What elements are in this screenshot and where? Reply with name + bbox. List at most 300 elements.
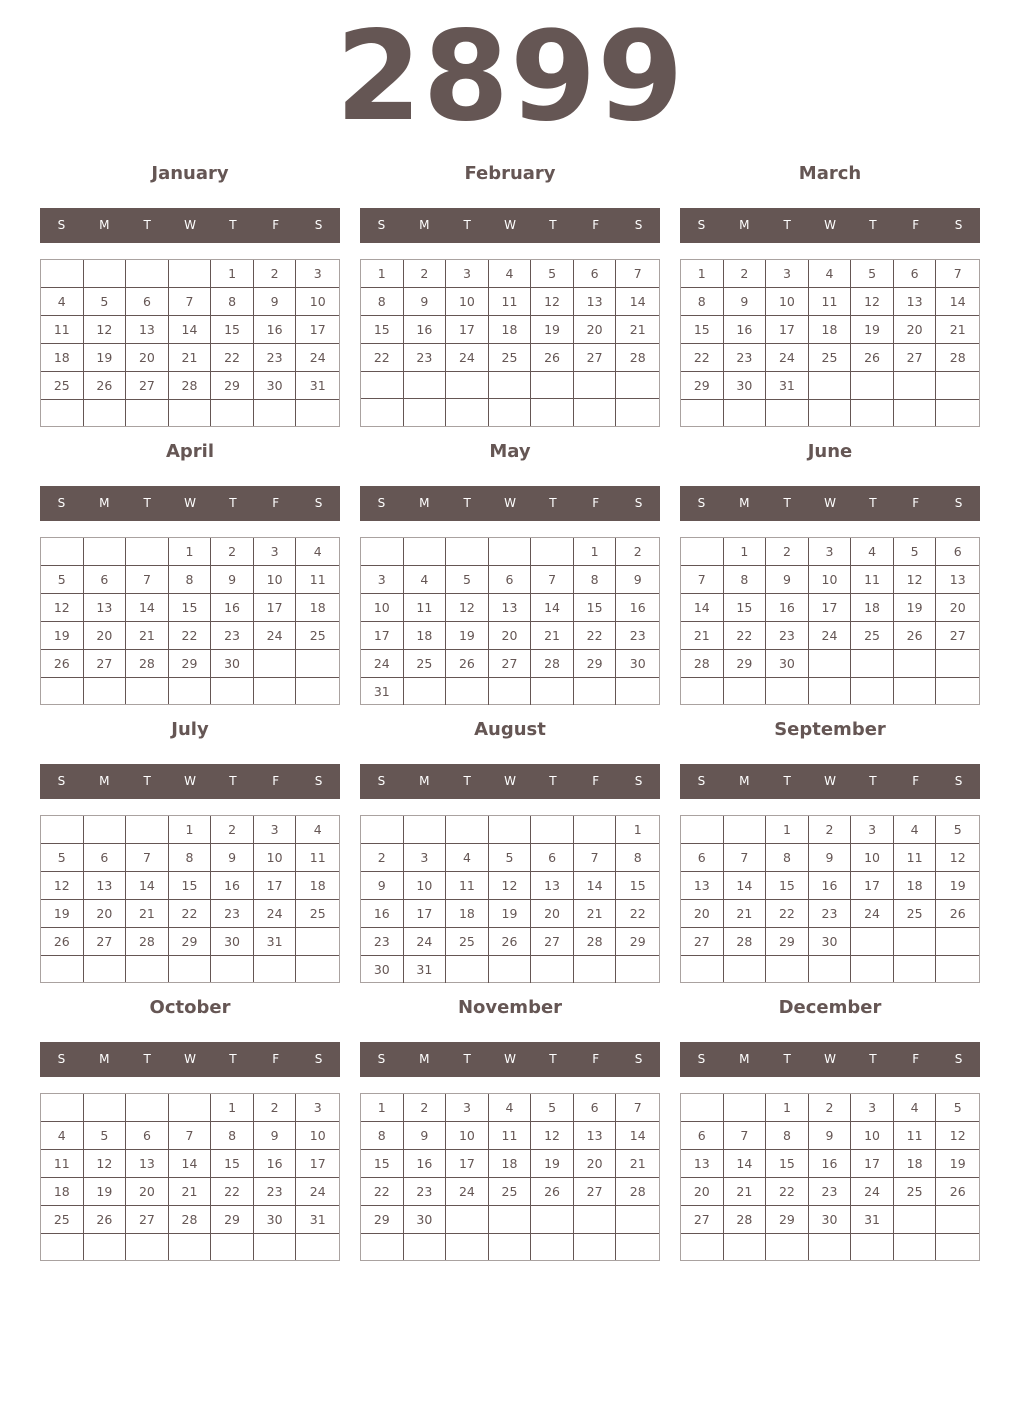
day-cell: 20 (574, 316, 617, 344)
day-cell: 4 (41, 1122, 84, 1150)
day-cell: 9 (766, 566, 809, 594)
day-cell: 10 (296, 1122, 339, 1150)
weekday-label: S (697, 496, 706, 510)
day-cell: 25 (41, 1206, 84, 1234)
day-cell: 26 (41, 650, 84, 678)
day-cell: 3 (766, 260, 809, 288)
day-grid (360, 537, 660, 705)
day-cell: 30 (211, 650, 254, 678)
day-cell (936, 678, 979, 704)
day-cell: 9 (404, 288, 447, 316)
day-cell: 17 (446, 316, 489, 344)
day-cell: 1 (574, 538, 617, 566)
day-cell (404, 1234, 447, 1260)
day-cell: 27 (84, 928, 127, 956)
day-cell: 25 (809, 344, 852, 372)
day-cell (531, 1206, 574, 1234)
day-cell (489, 1234, 532, 1260)
day-cell: 11 (489, 1122, 532, 1150)
day-cell (616, 1206, 659, 1234)
day-grid (360, 1093, 660, 1261)
weekday-label: T (463, 1052, 471, 1066)
day-cell (574, 678, 617, 705)
day-cell (766, 400, 809, 426)
weekday-label: W (184, 1052, 196, 1066)
day-cell: 6 (84, 566, 127, 594)
day-cell: 11 (809, 288, 852, 316)
day-cell: 6 (574, 1094, 617, 1122)
weekday-label: S (57, 774, 66, 788)
day-cell: 4 (446, 844, 489, 872)
day-cell (404, 816, 447, 844)
day-cell (446, 399, 489, 426)
day-cell: 2 (766, 538, 809, 566)
day-cell (41, 538, 84, 566)
day-cell (84, 538, 127, 566)
day-cell: 5 (41, 566, 84, 594)
day-cell: 3 (254, 816, 297, 844)
day-cell: 22 (169, 622, 212, 650)
day-grid (680, 259, 980, 427)
day-cell: 24 (254, 900, 297, 928)
day-cell: 20 (84, 622, 127, 650)
day-cell: 9 (809, 1122, 852, 1150)
day-cell: 23 (211, 900, 254, 928)
day-cell: 15 (574, 594, 617, 622)
day-cell: 18 (894, 1150, 937, 1178)
weekday-label: T (143, 774, 151, 788)
day-cell: 26 (84, 372, 127, 400)
day-cell: 1 (766, 1094, 809, 1122)
day-cell: 21 (936, 316, 979, 344)
day-cell (254, 678, 297, 704)
day-cell: 17 (296, 316, 339, 344)
weekday-label: T (869, 218, 877, 232)
day-cell: 29 (574, 650, 617, 678)
day-cell: 10 (851, 1122, 894, 1150)
day-cell: 23 (616, 622, 659, 650)
day-cell: 11 (894, 1122, 937, 1150)
day-cell: 27 (489, 650, 532, 678)
weekday-label: F (592, 1052, 600, 1066)
day-cell: 14 (616, 1122, 659, 1150)
weekday-label: T (463, 496, 471, 510)
day-cell: 2 (254, 1094, 297, 1122)
day-cell: 12 (41, 594, 84, 622)
day-cell (84, 400, 127, 426)
day-cell: 7 (574, 844, 617, 872)
day-cell: 31 (254, 928, 297, 956)
day-cell: 12 (531, 1122, 574, 1150)
day-cell: 20 (681, 1178, 724, 1206)
day-cell: 15 (724, 594, 767, 622)
day-cell: 3 (254, 538, 297, 566)
day-cell: 21 (616, 1150, 659, 1178)
day-cell (936, 1206, 979, 1234)
day-cell: 28 (169, 1206, 212, 1234)
day-cell: 9 (404, 1122, 447, 1150)
day-cell: 2 (724, 260, 767, 288)
day-cell: 3 (446, 1094, 489, 1122)
day-cell: 24 (254, 622, 297, 650)
weekday-label: S (954, 218, 963, 232)
weekday-label: T (869, 1052, 877, 1066)
day-cell (169, 1234, 212, 1260)
day-cell (936, 928, 979, 956)
day-cell: 4 (894, 1094, 937, 1122)
day-cell: 1 (361, 260, 404, 288)
day-cell: 24 (296, 1178, 339, 1206)
weekday-label: S (634, 218, 643, 232)
day-cell (616, 1234, 659, 1260)
day-cell (211, 678, 254, 704)
day-cell (361, 399, 404, 426)
month-title: July (171, 719, 209, 740)
day-cell (126, 678, 169, 704)
day-cell (894, 928, 937, 956)
day-cell: 15 (169, 872, 212, 900)
day-cell: 9 (254, 288, 297, 316)
day-cell (681, 956, 724, 982)
day-cell: 30 (404, 1206, 447, 1234)
day-cell: 5 (851, 260, 894, 288)
day-cell (574, 1206, 617, 1234)
day-cell: 22 (766, 900, 809, 928)
day-cell: 14 (169, 316, 212, 344)
day-cell: 7 (126, 844, 169, 872)
day-cell: 3 (361, 566, 404, 594)
day-cell (574, 956, 617, 983)
day-cell: 25 (894, 1178, 937, 1206)
weekday-label: M (99, 496, 110, 510)
day-cell (254, 400, 297, 426)
day-cell: 15 (766, 872, 809, 900)
day-cell: 29 (766, 928, 809, 956)
day-cell: 31 (851, 1206, 894, 1234)
day-cell (169, 400, 212, 426)
weekday-label: S (57, 1052, 66, 1066)
weekday-header (680, 1042, 980, 1077)
day-cell: 30 (724, 372, 767, 400)
day-cell (126, 816, 169, 844)
day-cell: 23 (254, 344, 297, 372)
day-cell (169, 956, 212, 982)
weekday-header (360, 208, 660, 243)
month-title: April (165, 441, 215, 462)
day-cell (361, 1234, 404, 1260)
day-cell: 1 (169, 538, 212, 566)
day-cell (894, 650, 937, 678)
day-cell: 2 (404, 1094, 447, 1122)
weekday-label: T (783, 496, 791, 510)
weekday-label: T (143, 1052, 151, 1066)
day-cell: 29 (361, 1206, 404, 1234)
day-cell: 18 (894, 872, 937, 900)
day-cell: 23 (404, 344, 447, 372)
weekday-label: M (419, 496, 430, 510)
weekday-label: M (419, 774, 430, 788)
day-cell: 2 (361, 844, 404, 872)
day-cell: 27 (936, 622, 979, 650)
day-cell (531, 678, 574, 705)
day-cell: 2 (616, 538, 659, 566)
day-cell (681, 400, 724, 426)
day-cell (809, 956, 852, 982)
day-cell: 17 (296, 1150, 339, 1178)
day-cell: 14 (574, 872, 617, 900)
day-cell: 26 (446, 650, 489, 678)
day-cell: 5 (489, 844, 532, 872)
day-cell (616, 678, 659, 705)
day-cell: 20 (126, 344, 169, 372)
day-cell: 31 (361, 678, 404, 705)
day-cell (404, 372, 447, 399)
day-cell (894, 1206, 937, 1234)
day-cell: 19 (446, 622, 489, 650)
day-cell (254, 1234, 297, 1260)
day-cell: 4 (489, 260, 532, 288)
day-cell: 18 (41, 344, 84, 372)
weekday-label: S (314, 774, 323, 788)
month-title: October (149, 997, 231, 1018)
day-cell (84, 816, 127, 844)
day-cell: 6 (681, 1122, 724, 1150)
day-cell: 15 (766, 1150, 809, 1178)
month-title: December (778, 997, 882, 1018)
day-cell: 21 (681, 622, 724, 650)
weekday-label: S (634, 1052, 643, 1066)
day-cell: 22 (361, 344, 404, 372)
day-cell: 24 (851, 900, 894, 928)
year-title: 2899 (335, 5, 685, 149)
day-cell: 5 (84, 288, 127, 316)
day-cell: 9 (211, 566, 254, 594)
day-cell: 4 (894, 816, 937, 844)
day-cell: 6 (126, 1122, 169, 1150)
day-cell: 6 (84, 844, 127, 872)
day-cell: 16 (809, 872, 852, 900)
day-cell: 29 (681, 372, 724, 400)
day-cell: 28 (169, 372, 212, 400)
weekday-label: S (314, 218, 323, 232)
day-cell: 1 (681, 260, 724, 288)
day-cell: 24 (446, 344, 489, 372)
day-cell: 8 (211, 1122, 254, 1150)
day-cell: 7 (169, 1122, 212, 1150)
day-cell: 20 (936, 594, 979, 622)
day-cell: 28 (616, 344, 659, 372)
day-cell (296, 678, 339, 704)
day-cell: 25 (296, 900, 339, 928)
day-cell (851, 1234, 894, 1260)
day-cell: 26 (531, 344, 574, 372)
weekday-label: S (954, 496, 963, 510)
day-cell (84, 1094, 127, 1122)
weekday-label: W (504, 774, 516, 788)
day-cell: 25 (296, 622, 339, 650)
day-cell: 17 (361, 622, 404, 650)
weekday-label: M (739, 496, 750, 510)
weekday-label: T (463, 218, 471, 232)
day-cell: 17 (851, 1150, 894, 1178)
day-cell: 25 (851, 622, 894, 650)
day-cell: 10 (446, 1122, 489, 1150)
day-grid (40, 259, 340, 427)
day-cell: 14 (936, 288, 979, 316)
day-cell: 6 (936, 538, 979, 566)
day-cell: 16 (616, 594, 659, 622)
day-cell: 3 (809, 538, 852, 566)
day-cell: 6 (574, 260, 617, 288)
day-cell: 16 (254, 316, 297, 344)
weekday-header (360, 1042, 660, 1077)
day-cell: 12 (84, 316, 127, 344)
day-cell (681, 1094, 724, 1122)
day-cell: 22 (574, 622, 617, 650)
day-cell: 21 (169, 344, 212, 372)
day-cell: 20 (531, 900, 574, 928)
day-cell: 9 (254, 1122, 297, 1150)
day-cell: 8 (681, 288, 724, 316)
day-cell: 20 (126, 1178, 169, 1206)
day-cell: 17 (254, 872, 297, 900)
day-cell: 7 (681, 566, 724, 594)
weekday-label: M (739, 218, 750, 232)
day-cell (169, 678, 212, 704)
month-title: June (807, 441, 853, 462)
day-cell: 7 (616, 1094, 659, 1122)
day-cell: 20 (489, 622, 532, 650)
weekday-label: T (783, 218, 791, 232)
day-cell: 18 (296, 872, 339, 900)
day-cell: 2 (211, 816, 254, 844)
day-cell: 16 (766, 594, 809, 622)
day-cell (531, 816, 574, 844)
day-cell: 13 (681, 1150, 724, 1178)
day-cell (361, 538, 404, 566)
day-cell: 19 (936, 872, 979, 900)
day-cell: 11 (296, 566, 339, 594)
weekday-label: M (99, 218, 110, 232)
day-cell: 8 (766, 844, 809, 872)
day-cell: 16 (404, 316, 447, 344)
day-cell: 28 (616, 1178, 659, 1206)
day-cell: 18 (489, 1150, 532, 1178)
day-cell: 10 (254, 844, 297, 872)
day-cell (211, 1234, 254, 1260)
weekday-label: M (99, 1052, 110, 1066)
day-cell: 21 (724, 1178, 767, 1206)
month-title: November (457, 997, 563, 1018)
day-cell: 26 (41, 928, 84, 956)
day-cell: 30 (616, 650, 659, 678)
day-cell (724, 1234, 767, 1260)
day-cell (446, 372, 489, 399)
day-cell: 30 (254, 372, 297, 400)
day-cell: 11 (41, 1150, 84, 1178)
day-cell (894, 956, 937, 982)
day-cell: 8 (616, 844, 659, 872)
day-cell: 14 (169, 1150, 212, 1178)
day-cell: 4 (41, 288, 84, 316)
day-cell (851, 400, 894, 426)
day-cell: 7 (169, 288, 212, 316)
weekday-header (360, 764, 660, 799)
day-cell: 2 (809, 1094, 852, 1122)
day-cell (446, 1234, 489, 1260)
day-grid (360, 259, 660, 427)
day-cell: 13 (489, 594, 532, 622)
day-cell: 8 (361, 1122, 404, 1150)
day-cell: 12 (894, 566, 937, 594)
day-cell: 16 (724, 316, 767, 344)
day-cell: 23 (361, 928, 404, 956)
weekday-label: S (377, 218, 386, 232)
day-cell: 11 (851, 566, 894, 594)
day-cell: 14 (724, 1150, 767, 1178)
day-cell: 15 (681, 316, 724, 344)
day-cell: 19 (894, 594, 937, 622)
day-cell (41, 678, 84, 704)
weekday-label: S (57, 218, 66, 232)
day-cell: 12 (489, 872, 532, 900)
day-cell: 3 (851, 816, 894, 844)
weekday-label: W (184, 496, 196, 510)
day-cell: 23 (724, 344, 767, 372)
day-cell: 12 (851, 288, 894, 316)
day-cell: 18 (809, 316, 852, 344)
day-cell: 3 (296, 260, 339, 288)
day-cell (84, 956, 127, 982)
weekday-label: M (99, 774, 110, 788)
day-cell: 23 (766, 622, 809, 650)
day-cell: 29 (169, 650, 212, 678)
day-cell: 29 (211, 1206, 254, 1234)
weekday-label: M (419, 218, 430, 232)
day-cell (809, 372, 852, 400)
day-cell (936, 1234, 979, 1260)
weekday-label: T (229, 496, 237, 510)
day-cell: 9 (809, 844, 852, 872)
day-cell: 28 (681, 650, 724, 678)
day-cell: 27 (894, 344, 937, 372)
day-cell: 9 (361, 872, 404, 900)
day-grid (40, 537, 340, 705)
weekday-label: T (229, 1052, 237, 1066)
day-cell (489, 678, 532, 705)
day-cell: 4 (296, 538, 339, 566)
day-cell (936, 400, 979, 426)
day-cell: 27 (126, 1206, 169, 1234)
day-cell: 3 (404, 844, 447, 872)
day-cell: 1 (616, 816, 659, 844)
day-cell: 8 (574, 566, 617, 594)
day-cell (41, 956, 84, 982)
day-cell: 9 (724, 288, 767, 316)
day-cell: 9 (211, 844, 254, 872)
day-cell: 18 (446, 900, 489, 928)
day-cell (766, 1234, 809, 1260)
weekday-header (40, 1042, 340, 1077)
day-cell (724, 1094, 767, 1122)
day-cell: 27 (681, 928, 724, 956)
day-cell (41, 400, 84, 426)
day-cell: 12 (936, 1122, 979, 1150)
day-cell: 18 (489, 316, 532, 344)
day-cell: 18 (41, 1178, 84, 1206)
day-cell: 10 (446, 288, 489, 316)
day-cell: 11 (489, 288, 532, 316)
